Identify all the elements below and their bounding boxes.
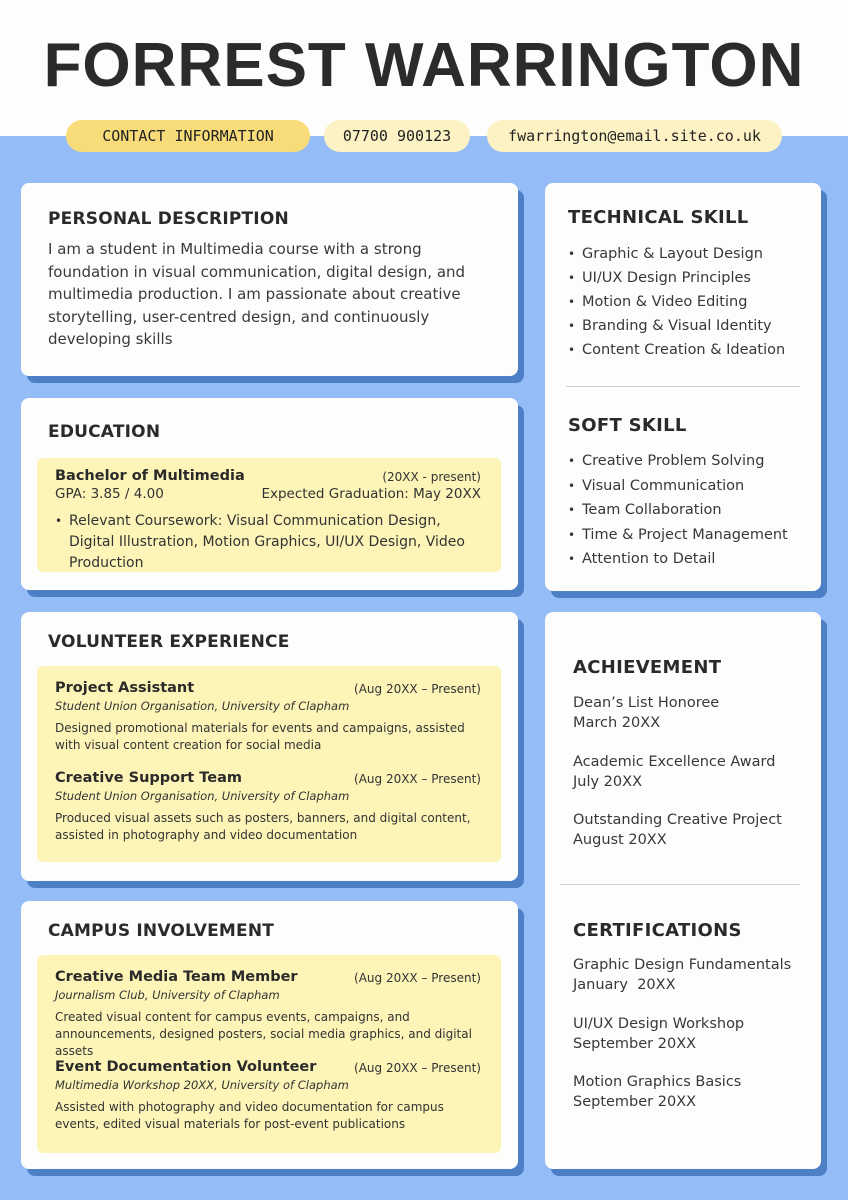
campus-item xyxy=(55,1059,481,1133)
degree-name: Bachelor of Multimedia xyxy=(55,468,245,484)
skills-card xyxy=(545,183,821,591)
personal-description-text: I am a student in Multimedia course with a strong foundation in visual communication, digital design, and multimedia production. I am passionate about creative storytelling, user-centred design, and continuously developing skills xyxy=(48,240,466,348)
education-dates: (20XX - present) xyxy=(382,470,481,484)
gpa: GPA: 3.85 / 4.00 xyxy=(55,486,164,502)
certification-date: September 20XX xyxy=(573,1036,697,1052)
soft-skill-item: • Team Collaboration xyxy=(568,498,813,523)
achievement-name: Dean’s List Honoree xyxy=(573,695,720,711)
expected-graduation: Expected Graduation: May 20XX xyxy=(261,486,481,502)
campus-dates: (Aug 20XX – Present) xyxy=(354,971,481,985)
personal-description-card xyxy=(21,183,518,376)
achievement-date: March 20XX xyxy=(573,715,661,731)
technical-skill-item: • Content Creation & Ideation xyxy=(568,338,813,362)
volunteer-description: Produced visual assets such as posters, banners, and digital content, assisted in photography and video documentation xyxy=(55,811,471,842)
volunteer-dates: (Aug 20XX – Present) xyxy=(354,772,481,786)
certification-date: September 20XX xyxy=(573,1094,697,1110)
technical-skill-item: • Graphic & Layout Design xyxy=(568,242,813,266)
volunteer-entries xyxy=(37,666,501,862)
volunteer-role: Project Assistant xyxy=(55,680,195,696)
coursework-list xyxy=(55,511,481,574)
achievement-item xyxy=(573,752,775,792)
certification-name: Graphic Design Fundamentals xyxy=(573,957,792,973)
campus-dates: (Aug 20XX – Present) xyxy=(354,1061,481,1075)
campus-description: Assisted with photography and video documentation for campus events, edited visual materials for post-event publications xyxy=(55,1100,444,1131)
technical-skill-item: • Motion & Video Editing xyxy=(568,290,813,314)
soft-skill-item: • Time & Project Management xyxy=(568,523,813,548)
volunteer-item xyxy=(55,770,481,844)
education-title: EDUCATION xyxy=(48,422,161,442)
campus-entries xyxy=(37,955,501,1153)
contact-information-label: CONTACT INFORMATION xyxy=(66,120,310,152)
personal-description-title: PERSONAL DESCRIPTION xyxy=(48,209,289,229)
campus-role: Event Documentation Volunteer xyxy=(55,1059,317,1075)
campus-role: Creative Media Team Member xyxy=(55,969,298,985)
certification-date: January 20XX xyxy=(573,977,676,993)
volunteer-description: Designed promotional materials for events and campaigns, assisted with visual content creation for social media xyxy=(55,721,465,752)
education-entry xyxy=(37,458,501,572)
campus-involvement-title: CAMPUS INVOLVEMENT xyxy=(48,921,275,941)
candidate-name: FORREST WARRINGTON xyxy=(43,31,805,100)
technical-skill-list xyxy=(568,242,813,362)
volunteer-organisation: Student Union Organisation, University of Clapham xyxy=(55,789,350,803)
certification-name: UI/UX Design Workshop xyxy=(573,1016,745,1032)
volunteer-experience-card xyxy=(21,612,518,881)
certification-item xyxy=(573,955,791,995)
soft-skill-item: • Attention to Detail xyxy=(568,547,813,572)
education-card xyxy=(21,398,518,590)
soft-skill-title: SOFT SKILL xyxy=(568,415,687,436)
achievement-item xyxy=(573,693,719,733)
achievement-item xyxy=(573,810,782,850)
technical-skill-item: • Branding & Visual Identity xyxy=(568,314,813,338)
volunteer-item xyxy=(55,680,481,754)
campus-involvement-card xyxy=(21,901,518,1169)
campus-item xyxy=(55,969,481,1060)
achievement-date: July 20XX xyxy=(573,774,643,790)
certifications-title: CERTIFICATIONS xyxy=(573,920,742,941)
achievements-card xyxy=(545,612,821,1169)
coursework-item: • Relevant Coursework: Visual Communication Design, Digital Illustration, Motion Graphics, UI/UX Design, Video Production xyxy=(55,511,481,574)
soft-skill-item: • Creative Problem Solving xyxy=(568,449,813,474)
soft-skill-list xyxy=(568,449,813,572)
volunteer-role: Creative Support Team xyxy=(55,770,242,786)
email-address[interactable]: fwarrington@email.site.co.uk xyxy=(487,120,782,152)
volunteer-dates: (Aug 20XX – Present) xyxy=(354,682,481,696)
achievement-date: August 20XX xyxy=(573,832,667,848)
soft-skill-item: • Visual Communication xyxy=(568,474,813,499)
campus-organisation: Journalism Club, University of Clapham xyxy=(55,988,280,1002)
campus-organisation: Multimedia Workshop 20XX, University of Clapham xyxy=(55,1078,349,1092)
campus-description: Created visual content for campus events, campaigns, and announcements, designed posters, social media graphics, and digital assets xyxy=(55,1010,472,1058)
volunteer-experience-title: VOLUNTEER EXPERIENCE xyxy=(48,632,290,652)
achievement-name: Outstanding Creative Project xyxy=(573,812,782,828)
certification-item xyxy=(573,1014,744,1054)
technical-skill-title: TECHNICAL SKILL xyxy=(568,207,749,228)
skills-divider xyxy=(566,386,800,387)
achievement-name: Academic Excellence Award xyxy=(573,754,776,770)
achievement-title: ACHIEVEMENT xyxy=(573,657,722,678)
phone-number[interactable]: 07700 900123 xyxy=(324,120,470,152)
certification-item xyxy=(573,1072,741,1112)
volunteer-organisation: Student Union Organisation, University of Clapham xyxy=(55,699,350,713)
technical-skill-item: • UI/UX Design Principles xyxy=(568,266,813,290)
certification-name: Motion Graphics Basics xyxy=(573,1074,742,1090)
achievements-divider xyxy=(560,884,800,885)
